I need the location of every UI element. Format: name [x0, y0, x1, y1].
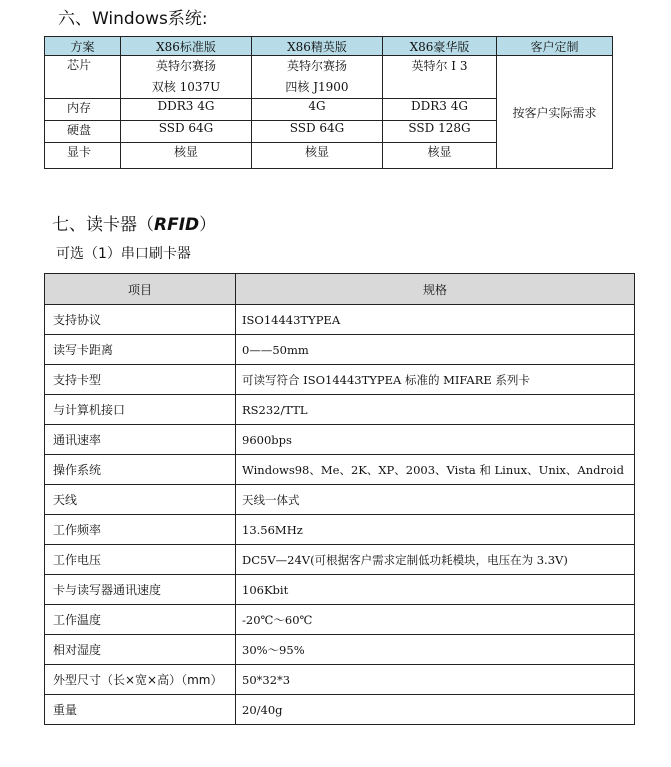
table-header-row: [45, 37, 613, 56]
spec-cell: 20/40g: [236, 695, 635, 725]
table-row: [45, 635, 635, 665]
table-row: [45, 365, 635, 395]
section7-title-suffix: ）: [199, 215, 217, 235]
spec-cell: RS232/TTL: [236, 395, 635, 425]
table-row: [45, 395, 635, 425]
item-cell: 读写卡距离: [45, 335, 236, 365]
cell-line: 英特尔赛扬: [155, 59, 216, 73]
header-custom: 客户定制: [497, 37, 613, 56]
rfid-spec-table: [44, 273, 635, 725]
cell-elite-chip: [252, 56, 383, 99]
spec-cell: 9600bps: [236, 425, 635, 455]
cell-elite-memory: 4G: [252, 99, 383, 121]
header-luxury: X86豪华版: [383, 37, 497, 56]
cell-std-gpu: 核显: [121, 143, 252, 169]
item-cell: 与计算机接口: [45, 395, 236, 425]
table-row: [45, 425, 635, 455]
cell-lux-chip: [383, 56, 497, 99]
cell-elite-disk: SSD 64G: [252, 121, 383, 143]
spec-cell: 天线一体式: [236, 485, 635, 515]
spec-cell: 50*32*3: [236, 665, 635, 695]
spec-cell: ISO14443TYPEA: [236, 305, 635, 335]
row-label-disk: 硬盘: [45, 121, 121, 143]
section6-title: 六、Windows系统:: [58, 9, 208, 29]
cell-line: 英特尔赛扬: [286, 59, 347, 73]
table-row: [45, 455, 635, 485]
cell-lux-gpu: 核显: [383, 143, 497, 169]
row-label-memory: 内存: [45, 99, 121, 121]
cell-lux-disk: SSD 128G: [383, 121, 497, 143]
windows-system-table: [44, 36, 613, 169]
row-label-chip: 芯片: [45, 56, 121, 99]
item-cell: 通讯速率: [45, 425, 236, 455]
table-row: [45, 335, 635, 365]
table-header-row: [45, 274, 635, 305]
spec-cell: 可读写符合 ISO14443TYPEA 标准的 MIFARE 系列卡: [236, 365, 635, 395]
section7-title-prefix: 七、读卡器（: [52, 215, 154, 235]
table-row: [45, 515, 635, 545]
item-cell: 支持协议: [45, 305, 236, 335]
cell-line: 双核 1037U: [151, 80, 221, 94]
item-cell: 支持卡型: [45, 365, 236, 395]
section7-subtitle: 可选（1）串口刷卡器: [56, 246, 191, 262]
item-cell: 外型尺寸（长×宽×高）（mm）: [45, 665, 236, 695]
table-row: [45, 605, 635, 635]
cell-std-disk: SSD 64G: [121, 121, 252, 143]
table-row: [45, 665, 635, 695]
item-cell: 重量: [45, 695, 236, 725]
spec-cell: 30%～95%: [236, 635, 635, 665]
header-scheme: 方案: [45, 37, 121, 56]
table-row: [45, 575, 635, 605]
cell-std-memory: DDR3 4G: [121, 99, 252, 121]
table-row: [45, 485, 635, 515]
header-elite: X86精英版: [252, 37, 383, 56]
spec-cell: 13.56MHz: [236, 515, 635, 545]
item-cell: 相对湿度: [45, 635, 236, 665]
cell-lux-memory: DDR3 4G: [383, 99, 497, 121]
table-row: [45, 305, 635, 335]
item-cell: 天线: [45, 485, 236, 515]
spec-cell: -20℃～60℃: [236, 605, 635, 635]
custom-cell: 按客户实际需求: [497, 56, 613, 169]
header-spec: 规格: [236, 274, 635, 305]
section7-title: [52, 210, 216, 235]
cell-elite-gpu: 核显: [252, 143, 383, 169]
cell-std-chip: [121, 56, 252, 99]
item-cell: 操作系统: [45, 455, 236, 485]
row-label-gpu: 显卡: [45, 143, 121, 169]
section7-title-rfid: RFID: [154, 215, 200, 235]
item-cell: 工作频率: [45, 515, 236, 545]
item-cell: 工作温度: [45, 605, 236, 635]
spec-cell: DC5V—24V(可根据客户需求定制低功耗模块，电压在为 3.3V): [236, 545, 635, 575]
table-row: [45, 545, 635, 575]
table-row: [45, 695, 635, 725]
item-cell: 工作电压: [45, 545, 236, 575]
spec-cell: Windows98、Me、2K、XP、2003、Vista 和 Linux、Unix、Android: [236, 455, 635, 485]
cell-line: 英特尔 I 3: [411, 59, 468, 73]
header-standard: X86标准版: [121, 37, 252, 56]
table-row: [45, 56, 613, 99]
header-item: 项目: [45, 274, 236, 305]
spec-cell: 106Kbit: [236, 575, 635, 605]
spec-cell: 0——50mm: [236, 335, 635, 365]
cell-line: 四核 J1900: [285, 80, 349, 94]
item-cell: 卡与读写器通讯速度: [45, 575, 236, 605]
